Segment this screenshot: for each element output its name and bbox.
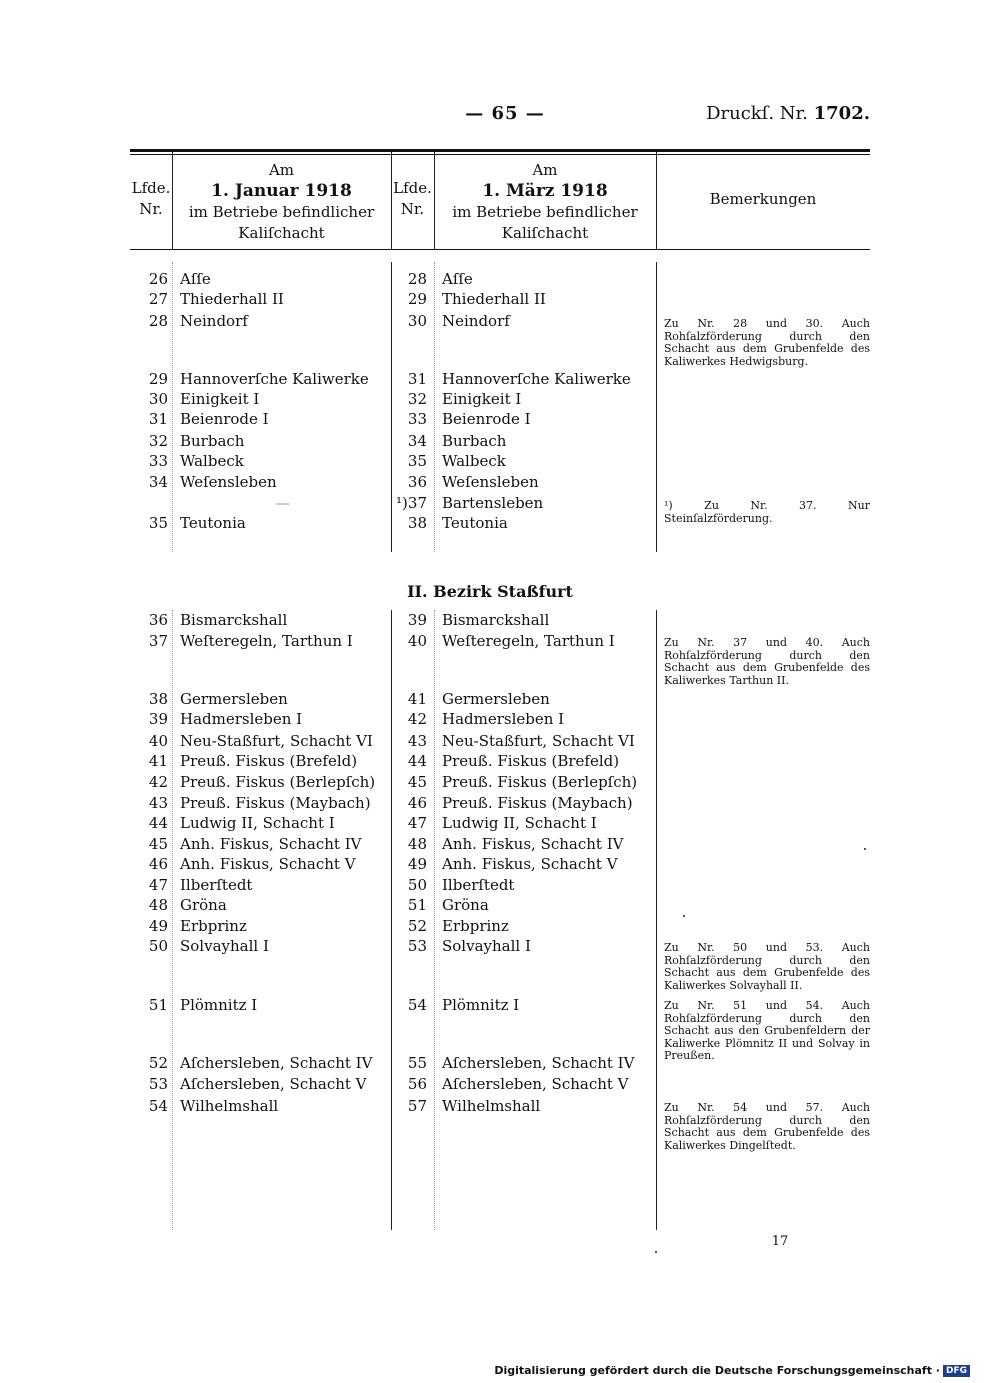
shaft-name: Teutonia: [180, 514, 246, 532]
column-divider: [656, 610, 657, 1230]
row-number: 37: [148, 632, 168, 650]
row-number: 46: [148, 855, 168, 873]
row-number: 35: [407, 452, 427, 470]
footer: [494, 1364, 970, 1377]
shaft-name: Solvayhall I: [180, 937, 269, 955]
column-divider: [391, 610, 392, 1230]
table-top-rule-thin: [130, 154, 870, 155]
row-number: 48: [407, 835, 427, 853]
row-number: 42: [148, 773, 168, 791]
header-maerz: Am 1. März 1918 im Betriebe befindlicher Kaliſchacht: [452, 161, 638, 242]
row-number: 41: [148, 752, 168, 770]
shaft-name: Anh. Fiskus, Schacht IV: [180, 835, 362, 853]
remark: Zu Nr. 54 und 57. Auch Rohſalzförderung durch den Schacht aus dem Grubenfelde des Kaliwerkes Dingelſtedt.: [664, 1101, 870, 1152]
row-number: 34: [148, 473, 168, 491]
row-number: 49: [148, 917, 168, 935]
row-number: 52: [407, 917, 427, 935]
row-number: 27: [148, 290, 168, 308]
shaft-name: Germersleben: [442, 690, 550, 708]
row-number: 43: [407, 732, 427, 750]
row-number: 57: [407, 1097, 427, 1115]
column-divider: [656, 262, 657, 552]
shaft-name: Germersleben: [180, 690, 288, 708]
row-number: 46: [407, 794, 427, 812]
shaft-name: Hadmersleben I: [442, 710, 565, 728]
shaft-name: Gröna: [180, 896, 227, 914]
shaft-name: Ludwig II, Schacht I: [442, 814, 597, 832]
row-number: 40: [148, 732, 168, 750]
row-number: 36: [407, 473, 427, 491]
row-number: 26: [148, 270, 168, 288]
shaft-name: Ludwig II, Schacht I: [180, 814, 335, 832]
shaft-name: Weſteregeln, Tarthun I: [180, 632, 353, 650]
header-lfde-nr-2: Lfde. Nr.: [393, 179, 432, 218]
row-number: 40: [407, 632, 427, 650]
row-number: 56: [407, 1075, 427, 1093]
speck: [864, 848, 866, 850]
row-number: 33: [407, 410, 427, 428]
row-number: ¹)37: [396, 494, 427, 512]
shaft-name: Preuß. Fiskus (Brefeld): [180, 752, 358, 770]
shaft-name: Anh. Fiskus, Schacht V: [180, 855, 356, 873]
row-number: 28: [148, 312, 168, 330]
druck-number: 1702.: [813, 103, 870, 124]
shaft-name: Erbprinz: [180, 917, 247, 935]
druck-prefix: Druckſ. Nr.: [706, 103, 808, 124]
shaft-name: Hadmersleben I: [180, 710, 303, 728]
signature-mark: 17: [771, 1234, 789, 1249]
row-number: 36: [148, 611, 168, 629]
section-title: II. Bezirk Staßfurt: [407, 582, 573, 601]
shaft-name: Preuß. Fiskus (Maybach): [180, 794, 371, 812]
shaft-name: Aſchersleben, Schacht IV: [180, 1054, 373, 1072]
shaft-name: Walbeck: [180, 452, 244, 470]
shaft-name: Walbeck: [442, 452, 506, 470]
row-number: 31: [407, 370, 427, 388]
row-number: 51: [407, 896, 427, 914]
shaft-name: Bismarckshall: [442, 611, 550, 629]
row-number: 44: [407, 752, 427, 770]
shaft-name: Aſſe: [442, 270, 473, 288]
remark: Zu Nr. 28 und 30. Auch Rohſalzförderung durch den Schacht aus dem Grubenfelde des Kaliwerkes Hedwigsburg.: [664, 317, 870, 368]
shaft-name: Bismarckshall: [180, 611, 288, 629]
row-number: 28: [407, 270, 427, 288]
shaft-name: Aſſe: [180, 270, 211, 288]
shaft-name: Hannoverſche Kaliwerke: [180, 370, 369, 388]
shaft-name: Plömnitz I: [442, 996, 520, 1014]
row-number: 45: [148, 835, 168, 853]
row-number: 38: [148, 690, 168, 708]
row-number: 50: [407, 876, 427, 894]
row-number: 44: [148, 814, 168, 832]
shaft-name: Solvayhall I: [442, 937, 531, 955]
header-januar: Am 1. Januar 1918 im Betriebe befindlicher Kaliſchacht: [188, 161, 375, 242]
shaft-name: Bartensleben: [442, 494, 544, 512]
row-number: 49: [407, 855, 427, 873]
shaft-name: Anh. Fiskus, Schacht V: [442, 855, 618, 873]
table-top-rule: [130, 149, 870, 152]
shaft-name: Thiederhall II: [442, 290, 546, 308]
row-number: 38: [407, 514, 427, 532]
shaft-name: Beienrode I: [180, 410, 269, 428]
row-number: 47: [148, 876, 168, 894]
row-number: 51: [148, 996, 168, 1014]
shaft-name: Teutonia: [442, 514, 508, 532]
row-number: 32: [407, 390, 427, 408]
row-number: 31: [148, 410, 168, 428]
speck: [655, 1251, 657, 1253]
row-number: 54: [407, 996, 427, 1014]
row-number: 39: [407, 611, 427, 629]
row-number: 45: [407, 773, 427, 791]
shaft-name: Burbach: [180, 432, 245, 450]
speck: [683, 915, 685, 917]
row-number: 53: [407, 937, 427, 955]
shaft-name: Hannoverſche Kaliwerke: [442, 370, 631, 388]
shaft-name: Weſteregeln, Tarthun I: [442, 632, 615, 650]
row-number: 55: [407, 1054, 427, 1072]
row-number: 32: [148, 432, 168, 450]
row-number: 42: [407, 710, 427, 728]
page-number: — 65 —: [465, 103, 545, 124]
shaft-name: Beienrode I: [442, 410, 531, 428]
column-divider: [172, 262, 173, 552]
shaft-name: Neindorf: [180, 312, 248, 330]
shaft-name: Anh. Fiskus, Schacht IV: [442, 835, 624, 853]
shaft-name: Erbprinz: [442, 917, 509, 935]
header-bemerkungen: Bemerkungen: [709, 190, 817, 208]
dfg-logo: DFG: [943, 1365, 970, 1377]
shaft-name: Preuß. Fiskus (Brefeld): [442, 752, 620, 770]
column-divider: [434, 610, 435, 1230]
footer-text: Digitalisierung gefördert durch die Deutsche Forschungsgemeinschaft ·: [494, 1364, 940, 1377]
column-divider: [434, 262, 435, 552]
shaft-name: Burbach: [442, 432, 507, 450]
shaft-name: Weſensleben: [180, 473, 277, 491]
shaft-name: Wilhelmshall: [442, 1097, 541, 1115]
row-number: 34: [407, 432, 427, 450]
row-number: 30: [407, 312, 427, 330]
shaft-name: Wilhelmshall: [180, 1097, 279, 1115]
shaft-name: Neindorf: [442, 312, 510, 330]
shaft-name: Aſchersleben, Schacht IV: [442, 1054, 635, 1072]
row-number: 52: [148, 1054, 168, 1072]
row-number: 29: [148, 370, 168, 388]
shaft-name: Thiederhall II: [180, 290, 284, 308]
row-number: 33: [148, 452, 168, 470]
row-number: 53: [148, 1075, 168, 1093]
shaft-name: Einigkeit I: [180, 390, 260, 408]
table-header-rule: [130, 249, 870, 250]
column-divider: [172, 610, 173, 1230]
document-number: [700, 103, 870, 124]
shaft-name: Gröna: [442, 896, 489, 914]
shaft-name: Plömnitz I: [180, 996, 258, 1014]
row-number: 35: [148, 514, 168, 532]
row-number: 29: [407, 290, 427, 308]
shaft-name: Neu-Staßfurt, Schacht VI: [180, 732, 373, 750]
shaft-name: Preuß. Fiskus (Berlepſch): [442, 773, 638, 791]
row-number: 39: [148, 710, 168, 728]
shaft-name: Preuß. Fiskus (Maybach): [442, 794, 633, 812]
column-divider: [391, 262, 392, 552]
row-number: 30: [148, 390, 168, 408]
row-number: 54: [148, 1097, 168, 1115]
row-number: 41: [407, 690, 427, 708]
remark: Zu Nr. 51 und 54. Auch Rohſalzförderung durch den Schacht aus den Grubenfeldern der Kaliwerke Plömnitz II und Solvay in Preußen.: [664, 999, 870, 1062]
shaft-name: Weſensleben: [442, 473, 539, 491]
row-number: 48: [148, 896, 168, 914]
shaft-name: Neu-Staßfurt, Schacht VI: [442, 732, 635, 750]
remark: Zu Nr. 50 und 53. Auch Rohſalzförderung durch den Schacht aus dem Grubenfelde des Kaliwerkes Solvayhall II.: [664, 941, 870, 992]
row-number: 50: [148, 937, 168, 955]
row-number: 47: [407, 814, 427, 832]
shaft-name: Einigkeit I: [442, 390, 522, 408]
row-number: 43: [148, 794, 168, 812]
shaft-name: Preuß. Fiskus (Berlepſch): [180, 773, 376, 791]
shaft-name: Ilberſtedt: [180, 876, 253, 894]
shaft-name: Ilberſtedt: [442, 876, 515, 894]
shaft-name: Aſchersleben, Schacht V: [442, 1075, 629, 1093]
shaft-name: Aſchersleben, Schacht V: [180, 1075, 367, 1093]
shaft-name: —: [275, 494, 290, 512]
remark: Zu Nr. 37 und 40. Auch Rohſalzförderung durch den Schacht aus dem Grubenfelde des Kaliwerkes Tarthun II.: [664, 636, 870, 687]
remark: ¹) Zu Nr. 37. Nur Steinſalzförderung.: [664, 499, 870, 525]
header-lfde-nr-1: Lfde. Nr.: [131, 179, 171, 218]
